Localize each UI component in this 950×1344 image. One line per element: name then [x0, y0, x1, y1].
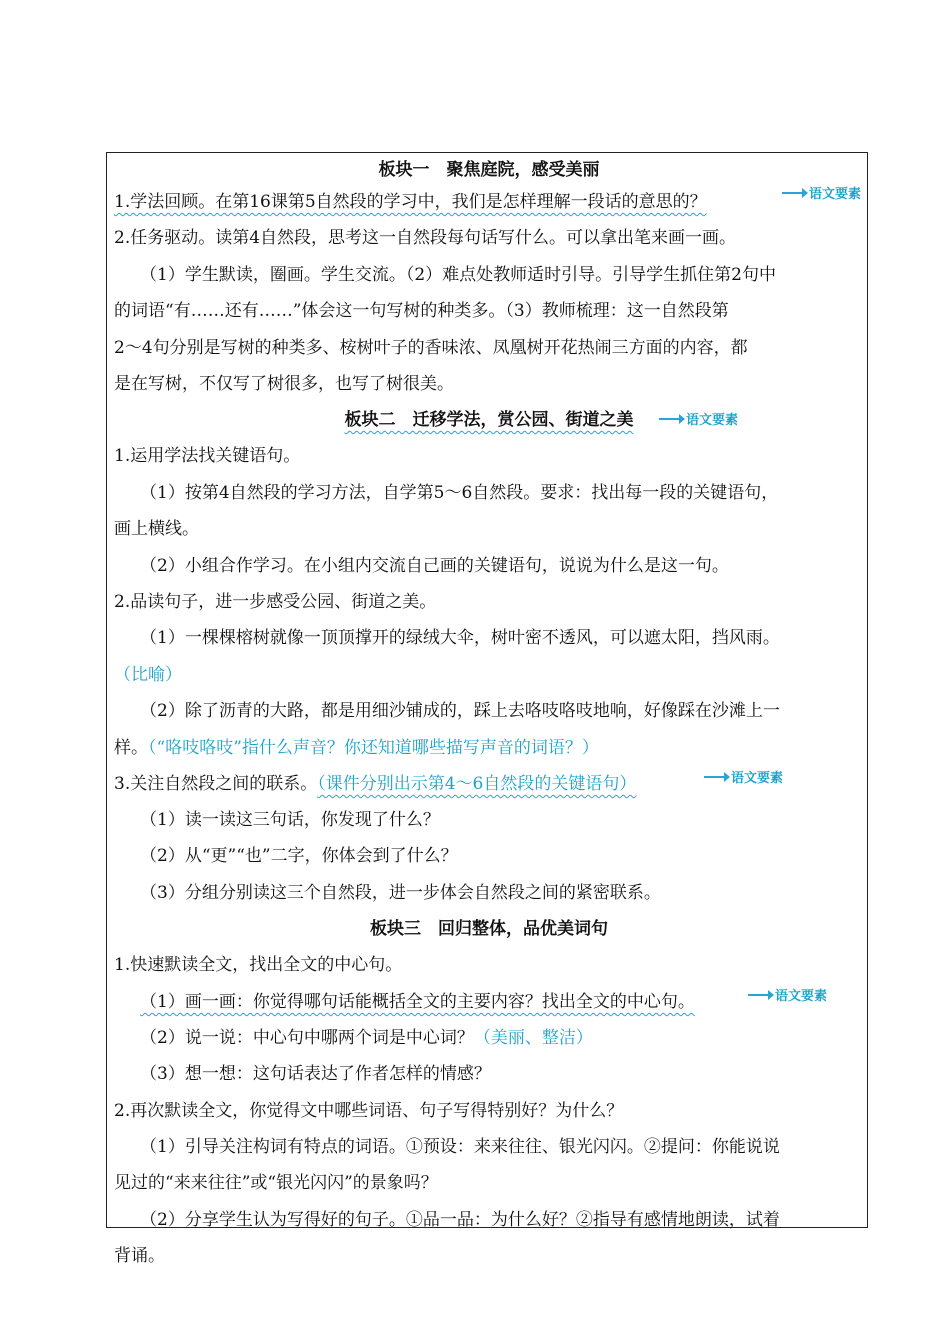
section-2-sub-item: （2）除了沥青的大路，都是用细沙铺成的，踩上去咯吱咯吱地响，好像踩在沙滩上一 — [140, 701, 780, 721]
tag-label: 语文要素 — [809, 187, 862, 202]
section-2-sub-item: （1）一棵棵榕树就像一顶顶撑开的绿绒大伞，树叶密不透风，可以遮太阳，挡风雨。 — [140, 628, 780, 648]
section-2-heading — [114, 410, 864, 430]
section-1-para-line: （1）学生默读，圈画。学生交流。（2）难点处教师适时引导。引导学生抓住第2句中 — [140, 265, 776, 285]
section-3-sub-item — [140, 992, 695, 1012]
tag-yuwen-yaosu — [782, 183, 861, 202]
section-3-sub-item: （1）引导关注构词有特点的词语。①预设：来来往往、银光闪闪。②提问：你能说说 — [140, 1137, 780, 1157]
tag-yuwen-yaosu — [704, 767, 783, 786]
section-3-item-2: 2.再次默读全文，你觉得文中哪些词语、句子写得特别好？为什么？ — [114, 1101, 624, 1121]
tag-yuwen-yaosu — [748, 985, 827, 1004]
section-3-heading: 板块三 回归整体，品优美词句 — [370, 919, 608, 939]
section-2-sub-item-cont: 画上横线。 — [114, 519, 199, 539]
section-2-sub-item: （1）读一读这三句话，你发现了什么？ — [140, 810, 440, 830]
text: （2）说一说：中心句中哪两个词是中心词？ — [140, 1028, 474, 1048]
section-1-item-1 — [114, 192, 707, 212]
arrow-right-icon — [748, 994, 772, 996]
section-2-item-2: 2.品读句子，进一步感受公园、街道之美。 — [114, 592, 437, 612]
tag-label: 语文要素 — [731, 771, 784, 786]
arrow-right-icon — [704, 776, 728, 778]
section-2-note: （“咯吱咯吱”指什么声音？你还知道哪些描写声音的词语？） — [148, 738, 599, 758]
section-2-item-1: 1.运用学法找关键语句。 — [114, 446, 301, 466]
section-2-item-3 — [114, 774, 636, 794]
section-3-sub-item — [140, 1028, 593, 1048]
wavy-underlined-text: 1.学法回顾。在第16课第5自然段的学习中，我们是怎样理解一段话的意思的？ — [114, 192, 707, 212]
section-2-sub-item: （2）小组合作学习。在小组内交流自己画的关键语句，说说为什么是这一句。 — [140, 556, 729, 576]
section-3-note: （美丽、整洁） — [473, 1028, 593, 1048]
section-1-item-2: 2.任务驱动。读第4自然段，思考这一自然段每句话写什么。可以拿出笔来画一画。 — [114, 228, 737, 248]
tag-yuwen-yaosu — [659, 409, 738, 428]
section-1-heading: 板块一 聚焦庭院，感受美丽 — [378, 160, 600, 180]
tag-label: 语文要素 — [686, 413, 739, 428]
section-1-para-line: 2～4句分别是写树的种类多、桉树叶子的香味浓、凤凰树开花热闹三方面的内容，都 — [114, 338, 748, 358]
section-1-para-line: 的词语“有……还有……”体会这一句写树的种类多。（3）教师梳理：这一自然段第 — [114, 301, 729, 321]
section-3-sub-item: （3）想一想：这句话表达了作者怎样的情感？ — [140, 1064, 491, 1084]
text: 样。 — [114, 738, 148, 758]
wavy-underlined-text: （1）画一画：你觉得哪句话能概括全文的主要内容？找出全文的中心句。 — [140, 992, 695, 1012]
section-2-sub-item-cont — [114, 738, 599, 758]
section-2-sub-item: （3）分组分别读这三个自然段，进一步体会自然段之间的紧密联系。 — [140, 883, 661, 903]
arrow-right-icon — [659, 418, 683, 420]
text: 3.关注自然段之间的联系。 — [114, 774, 318, 794]
section-2-note: （比喻） — [114, 665, 182, 685]
section-2-sub-item: （1）按第4自然段的学习方法，自学第5～6自然段。要求：找出每一段的关键语句， — [140, 483, 779, 503]
arrow-right-icon — [782, 192, 806, 194]
section-3-item-1: 1.快速默读全文，找出全文的中心句。 — [114, 955, 403, 975]
section-2-note: （课件分别出示第4～6自然段的关键语句） — [317, 774, 637, 794]
section-3-sub-item-cont: 见过的“来来往往”或“银光闪闪”的景象吗？ — [114, 1173, 438, 1193]
section-1-para-line: 是在写树，不仅写了树很多，也写了树很美。 — [114, 374, 454, 394]
wavy-underlined-heading: 板块二 迁移学法，赏公园、街道之美 — [344, 410, 634, 430]
section-2-sub-item: （2）从“更”“也”二字，你体会到了什么？ — [140, 846, 458, 866]
section-3-sub-item-cont: 背诵。 — [114, 1246, 165, 1266]
section-3-sub-item: （2）分享学生认为写得好的句子。①品一品：为什么好？②指导有感情地朗读，试着 — [140, 1210, 780, 1230]
tag-label: 语文要素 — [775, 989, 828, 1004]
